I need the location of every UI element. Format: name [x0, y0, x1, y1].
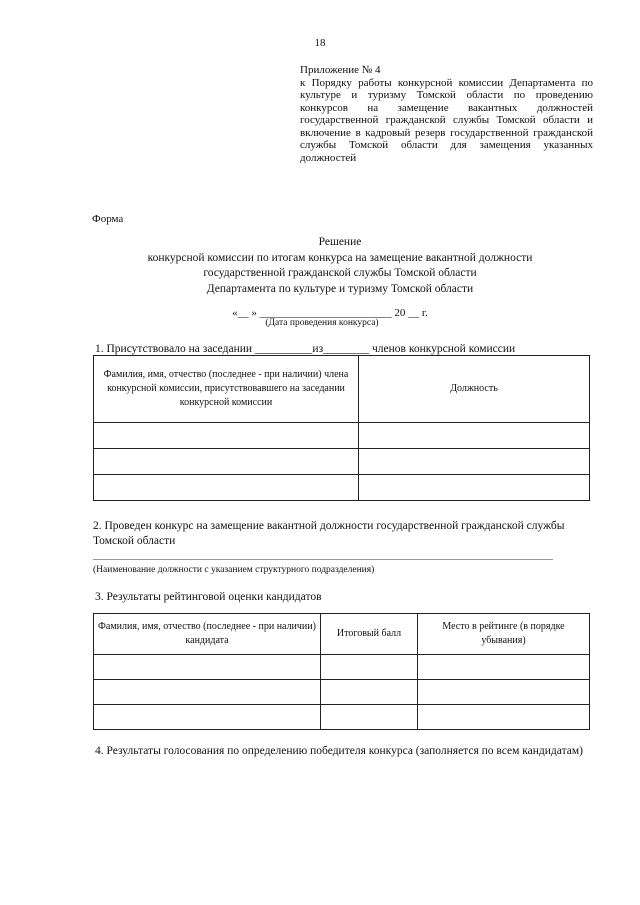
section-3-text: 3. Результаты рейтинговой оценки кандидатов: [95, 591, 322, 603]
date-caption: (Дата проведения конкурса): [265, 318, 379, 328]
section-1-text: 1. Присутствовало на заседании __________из________ членов конкурсной комиссии: [95, 343, 516, 355]
table-row: [94, 449, 590, 475]
position-fill-line[interactable]: [93, 559, 553, 560]
table-cell[interactable]: [359, 423, 590, 449]
table-header-cell: Итоговый балл: [321, 614, 418, 655]
form-label: Форма: [92, 213, 124, 225]
heading-line-2: государственной гражданской службы Томской области: [203, 267, 477, 279]
position-caption: (Наименование должности с указанием структурного подразделения): [93, 565, 375, 575]
table-cell[interactable]: [321, 680, 418, 705]
table-header-cell: Место в рейтинге (в порядке убывания): [418, 614, 590, 655]
date-line: «__ » ________________________ 20 __ г.: [232, 307, 428, 319]
rating-table: [93, 613, 590, 730]
table-cell[interactable]: [418, 705, 590, 730]
table-cell[interactable]: [94, 449, 359, 475]
appendix-text: к Порядку работы конкурсной комиссии Департамента по культуре и туризму Томской области по проведению конкурсов на замещение вакантных должностей государственной гражданской службы Томской области и включение в кадровый резерв государственной гражданской службы Томской области для замещения указанных должностей: [300, 76, 593, 164]
table-cell[interactable]: [94, 655, 321, 680]
table-row: [94, 705, 590, 730]
section-4-text: 4. Результаты голосования по определению победителя конкурса (заполняется по всем кандидатам): [95, 745, 583, 757]
table-cell[interactable]: [359, 475, 590, 501]
appendix-block: [300, 64, 593, 164]
heading-title: Решение: [318, 236, 362, 248]
table-row: [94, 680, 590, 705]
table-cell[interactable]: [94, 680, 321, 705]
heading-line-3: Департамента по культуре и туризму Томской области: [206, 282, 474, 295]
table-header-cell: Фамилия, имя, отчество (последнее - при наличии) кандидата: [94, 614, 321, 655]
heading-line-1: конкурсной комиссии по итогам конкурса на замещение вакантной должности: [147, 251, 533, 264]
appendix-title: Приложение № 4: [300, 64, 381, 76]
table-cell[interactable]: [94, 705, 321, 730]
members-table: [93, 355, 590, 501]
table-cell[interactable]: [321, 655, 418, 680]
page-number: 18: [314, 37, 326, 49]
table-cell[interactable]: [94, 423, 359, 449]
table-row: [94, 423, 590, 449]
table-header-row: [94, 356, 590, 423]
section-2-text: 2. Проведен конкурс на замещение вакантной должности государственной гражданской службы Томской области: [93, 520, 565, 547]
table-row: [94, 475, 590, 501]
table-cell[interactable]: [359, 449, 590, 475]
table-cell[interactable]: [418, 680, 590, 705]
decision-heading: [80, 235, 600, 297]
table-cell[interactable]: [418, 655, 590, 680]
table-cell[interactable]: [94, 475, 359, 501]
table-header-cell: Должность: [359, 356, 590, 423]
table-cell[interactable]: [321, 705, 418, 730]
table-header-cell: Фамилия, имя, отчество (последнее - при наличии) члена конкурсной комиссии, присутствовавшего на заседании конкурсной комиссии: [94, 356, 359, 423]
table-row: [94, 655, 590, 680]
table-header-row: [94, 614, 590, 655]
